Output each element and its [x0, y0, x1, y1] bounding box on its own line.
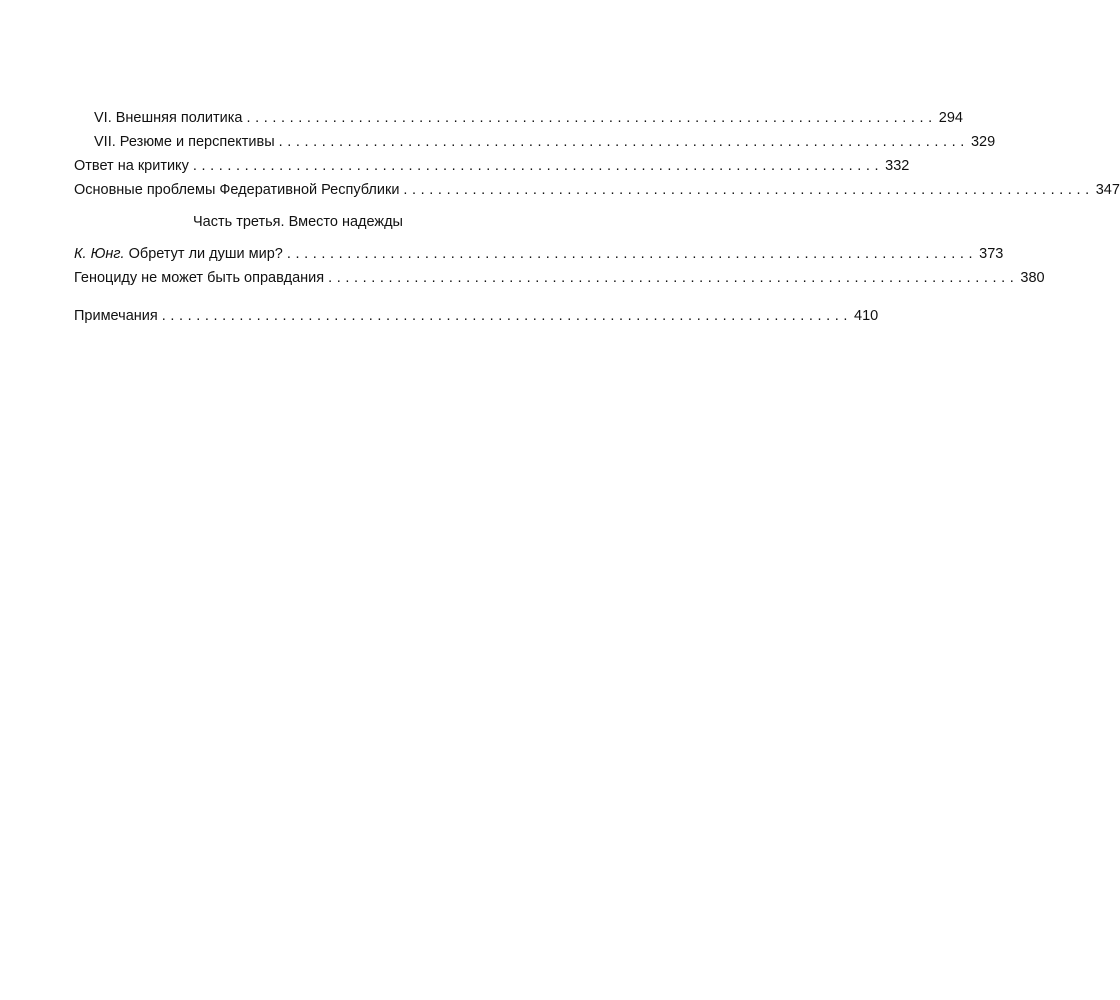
spacer: [74, 202, 522, 210]
toc-dot-leader: ................................................................................: [403, 182, 1094, 198]
part-three-heading: Часть третья. Вместо надежды: [193, 214, 403, 230]
toc-entry-author: К. Юнг.: [74, 246, 125, 262]
toc-entry-page-number: 347: [1095, 182, 1120, 198]
toc-entry-title: Основные проблемы Федеративной Республики: [74, 182, 400, 198]
toc-entry-page-number: 410: [854, 308, 879, 324]
toc-entry-reply-to-criticism: [74, 154, 910, 178]
toc-entry-title: VII. Резюме и перспективы: [94, 134, 275, 150]
toc-entry-page-number: 329: [970, 134, 996, 150]
toc-entry-title: Ответ на критику: [74, 158, 189, 174]
toc-entry-page-number: 373: [979, 246, 1004, 262]
toc-dot-leader: ................................................................................: [192, 158, 884, 174]
toc-entry-page-number: 294: [938, 110, 963, 126]
toc-entry-title: Примечания: [74, 308, 158, 324]
toc-entry-title: VI. Внешняя политика: [94, 110, 243, 126]
toc-dot-leader: ................................................................................: [286, 246, 978, 262]
toc-entry-title: Геноциду не может быть оправдания: [74, 270, 325, 286]
toc-entry-page-number: 332: [885, 158, 910, 174]
toc-dot-leader: ................................................................................: [328, 270, 1019, 286]
toc-dot-leader: ................................................................................: [246, 110, 937, 126]
table-of-contents: [74, 106, 1120, 328]
spacer: [74, 290, 522, 304]
toc-entry-federal-republic-problems: [74, 178, 1120, 202]
toc-dot-leader: ................................................................................: [278, 134, 969, 150]
toc-entry-genocide: [74, 266, 1045, 290]
toc-entry-title-text: Обретут ли души мир?: [128, 246, 283, 262]
toc-dot-leader: ................................................................................: [161, 308, 853, 324]
toc-entry-jung: [74, 242, 1004, 266]
toc-entry-foreign-policy: [74, 106, 963, 130]
toc-entry-page-number: 380: [1020, 270, 1045, 286]
toc-entry-summary-perspectives: [74, 130, 996, 154]
toc-entry-title: [74, 242, 287, 266]
toc-entry-notes: [74, 304, 879, 328]
